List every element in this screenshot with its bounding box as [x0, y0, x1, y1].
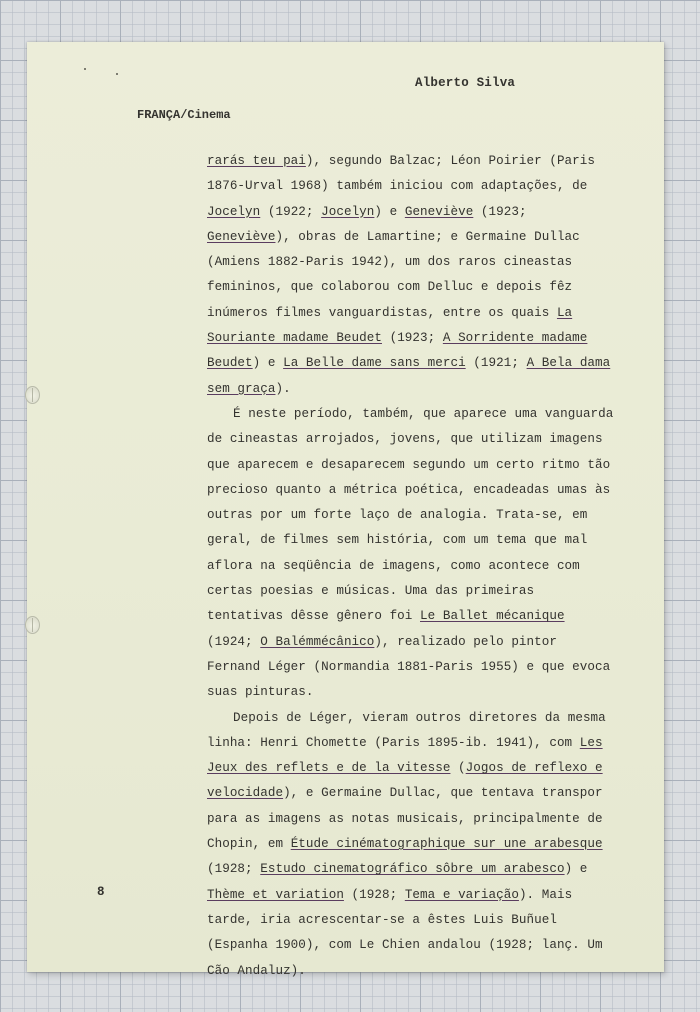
- text-run: ), segundo Balzac; Léon Poirier (Paris 1876-Urval 1968) também iniciou com adaptações, de: [207, 154, 595, 194]
- underlined-title: Étude cinématographique sur une arabesque: [290, 837, 603, 852]
- text-run: ).: [275, 381, 291, 396]
- underlined-title: A Sorridente madame Beudet: [207, 331, 588, 371]
- author-name: Alberto Silva: [415, 76, 516, 90]
- underlined-title: Geneviève: [207, 229, 276, 244]
- text-run: ) e: [374, 204, 405, 219]
- text-run: (1928;: [207, 862, 261, 877]
- punch-hole: [25, 386, 40, 404]
- text-run: ), obras de Lamartine; e Germaine Dullac (Amiens 1882-Paris 1942), um dos raros cineastas femininos, que colaborou com Delluc e depois fêz inúmeros filmes vanguardistas, entre os quais: [207, 229, 580, 320]
- text-run: Depois de Léger, vieram outros diretores da mesma linha: Henri Chomette (Paris 1895-ib. 1941), com: [207, 710, 606, 750]
- document-page: [27, 42, 664, 978]
- text-run: É neste período, também, que aparece uma vanguarda de cineastas arrojados, jovens, que utilizam imagens que aparecem e desaparecem segundo um certo ritmo tão precioso quanto a métrica poética, encadeadas umas às outras por um forte laço de analogia. Trata-se, em geral, de filmes sem história, com um tema que mal aflora na seqüência de imagens, como acontece com certas poesias e músicas. Uma das primeiras tentativas dêsse gênero foi: [207, 406, 614, 624]
- text-run: (1923;: [381, 331, 443, 346]
- underlined-title: Les Jeux des reflets e de la vitesse: [207, 735, 603, 776]
- paragraph: [207, 706, 617, 984]
- ink-speck: [116, 73, 118, 75]
- underlined-title: Thème et variation: [207, 887, 344, 902]
- text-run: (1921;: [465, 356, 527, 371]
- underlined-title: Jocelyn: [321, 204, 375, 219]
- page-number: 8: [97, 885, 105, 899]
- text-run: (1923;: [473, 204, 527, 219]
- paragraph: [207, 402, 617, 706]
- text-run: ). Mais tarde, iria acrescentar-se a êstes Luis Buñuel (Espanha 1900), com Le Chien andalou (1928; lanç. Um Cão Andaluz).: [207, 887, 603, 978]
- text-run: (: [450, 761, 466, 776]
- underlined-title: Jogos de reflexo e velocidade: [207, 761, 603, 801]
- underlined-title: Geneviève: [404, 204, 474, 219]
- underlined-title: O Balémmécânico: [260, 634, 375, 649]
- text-run: ) e: [252, 356, 284, 371]
- underlined-title: La Souriante madame Beudet: [207, 305, 573, 346]
- underlined-title: Tema e variação: [404, 887, 519, 902]
- text-run: ), realizado pelo pintor Fernand Léger (Normandia 1881-Paris 1955) e que evoca suas pinturas.: [207, 634, 611, 700]
- paragraph: [207, 149, 617, 402]
- underlined-title: Estudo cinematográfico sôbre um arabesco: [260, 862, 565, 877]
- underlined-title: Jocelyn: [207, 204, 261, 219]
- section-heading: FRANÇA/Cinema: [137, 108, 231, 122]
- underlined-title: Le Ballet mécanique: [420, 609, 565, 624]
- text-run: (1928;: [343, 887, 405, 902]
- punch-hole: [25, 616, 40, 634]
- ink-speck: [84, 68, 86, 70]
- underlined-title: La Belle dame sans merci: [283, 356, 466, 371]
- text-run: ), e Germaine Dullac, que tentava transpor para as imagens as notas musicais, principalmente de Chopin, em: [207, 786, 603, 852]
- text-run: ) e: [564, 862, 588, 877]
- underlined-title: rarás teu pai: [207, 154, 306, 168]
- text-run: (1922;: [260, 204, 322, 219]
- underlined-title: A Bela dama sem graça: [207, 356, 611, 396]
- text-run: (1924;: [207, 634, 261, 649]
- body-text: [207, 149, 617, 984]
